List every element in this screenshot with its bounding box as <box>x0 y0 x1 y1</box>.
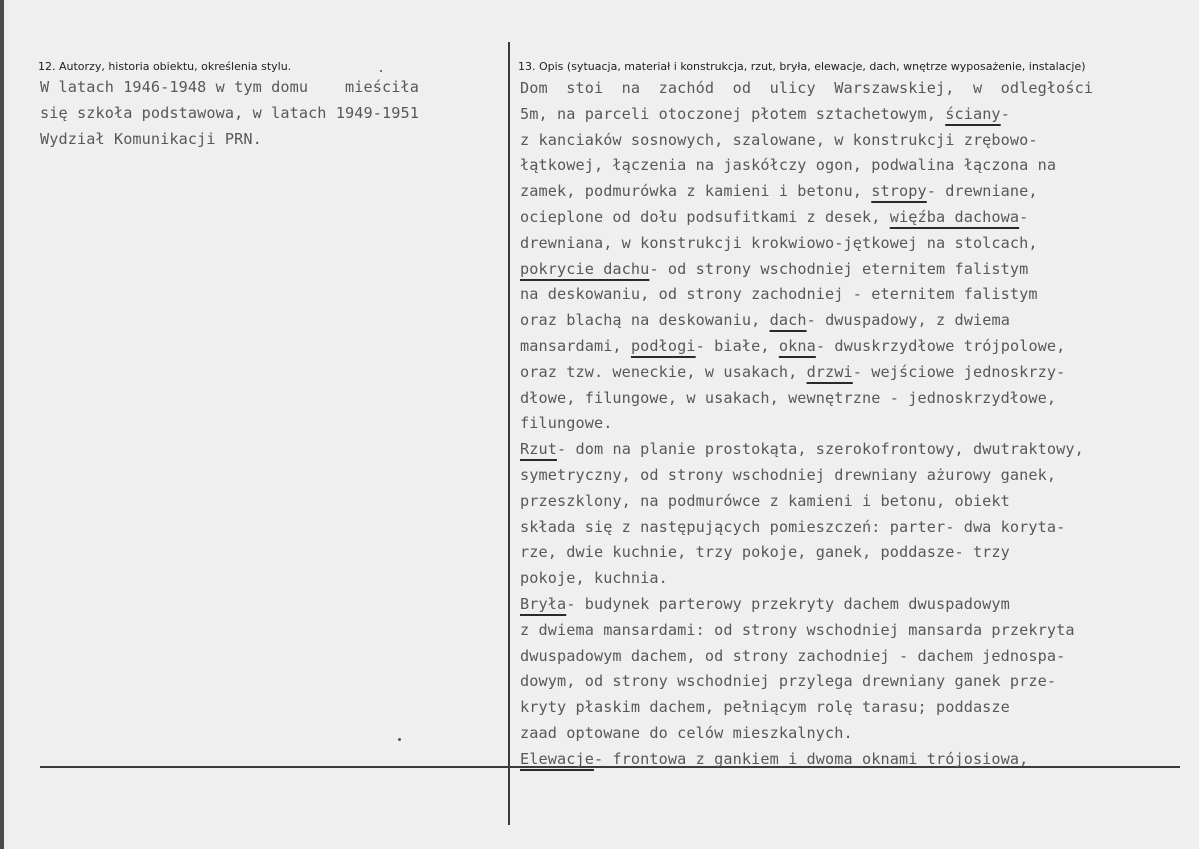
underlined-term: drzwi <box>806 362 853 381</box>
line-segment: kryty płaskim dachem, pełniącym rolę tarasu; poddasze <box>520 698 1010 717</box>
typed-line <box>520 416 612 431</box>
scan-edge <box>0 0 4 849</box>
typed-line <box>520 339 1065 354</box>
line-segment: mansardami, <box>520 337 631 355</box>
line-segment: na deskowaniu, od strony zachodniej - eternitem falistym <box>520 285 1038 304</box>
typed-line: Wydział Komunikacji PRN. <box>40 130 262 148</box>
line-segment: z kanciaków sosnowych, szalowane, w konstrukcji zrębowo- <box>520 130 1038 149</box>
line-segment: ocieplone od dołu podsufitkami z desek, <box>520 208 890 226</box>
line-segment: - budynek parterowy przekryty dachem dwuspadowym <box>566 595 1010 613</box>
line-segment: przeszklony, na podmurówce z kamieni i betonu, obiekt <box>520 491 1010 510</box>
typed-line <box>520 362 1066 381</box>
typed-line <box>520 646 1066 665</box>
section-12-heading: 12. Autorzy, historia obiektu, określenia stylu. <box>38 60 292 73</box>
typed-line <box>520 700 1010 715</box>
typed-line <box>520 468 1056 483</box>
line-segment: - frontowa z gankiem i dwoma oknami trójosiowa, <box>593 749 1029 768</box>
underlined-term: pokrycie dachu <box>520 259 650 278</box>
line-segment: dowym, od strony wschodniej przylega drewniany ganek prze- <box>520 672 1057 691</box>
line-segment: symetryczny, od strony wschodniej drewniany ażurowy ganek, <box>520 466 1057 484</box>
line-segment: - <box>1000 104 1010 123</box>
typed-line <box>520 517 1066 536</box>
scan-speck <box>380 70 382 72</box>
typed-line <box>520 388 1057 407</box>
typed-line <box>520 259 1029 278</box>
typed-line <box>520 81 1093 96</box>
typed-line <box>520 749 1029 768</box>
typed-line <box>520 491 1010 510</box>
section-13-heading: 13. Opis (sytuacja, materiał i konstrukcja, rzut, bryła, elewacje, dach, wnętrze wyposażenie, instalacje) <box>518 60 1086 73</box>
typed-line <box>520 571 668 586</box>
line-segment: pokoje, kuchnia. <box>520 569 668 588</box>
scan-speck <box>398 738 401 741</box>
line-segment: oraz tzw. weneckie, w usakach, <box>520 362 807 381</box>
typed-line <box>520 130 1038 149</box>
underlined-term: dach <box>769 311 807 330</box>
typed-line <box>520 674 1056 689</box>
typed-line <box>520 313 1010 328</box>
line-segment: - dom na planie prostokąta, szerokofrontowy, dwutraktowy, <box>556 440 1084 459</box>
line-segment: zamek, podmurówka z kamieni i betonu, <box>520 182 872 201</box>
line-segment: - <box>1019 208 1029 226</box>
line-segment: rze, dwie kuchnie, trzy pokoje, ganek, poddasze- trzy <box>520 543 1010 562</box>
line-segment: 5m, na parceli otoczonej płotem sztachetowym, <box>520 104 946 123</box>
line-segment: - dwuskrzydłowe trójpolowe, <box>815 337 1066 355</box>
line-segment: - białe, <box>695 337 779 355</box>
column-divider <box>508 42 510 825</box>
underlined-term: okna <box>778 337 816 355</box>
underlined-term: Elewacje <box>520 749 594 768</box>
typed-line <box>520 545 1010 560</box>
line-segment: - od strony wschodniej eternitem falistym <box>649 259 1029 278</box>
line-segment: drewniana, w konstrukcji krokwiowo-jętkowej na stolcach, <box>520 233 1038 252</box>
line-segment: oraz blachą na deskowaniu, <box>520 311 770 330</box>
typed-line <box>520 287 1038 302</box>
typed-line: W latach 1946-1948 w tym domu mieściła <box>40 78 419 96</box>
line-segment: filungowe. <box>520 414 613 433</box>
typed-line <box>520 597 1010 612</box>
typed-line: się szkoła podstawowa, w latach 1949-1951 <box>40 104 419 122</box>
underlined-term: podłogi <box>630 337 696 355</box>
underlined-term: stropy <box>871 182 927 201</box>
line-segment: zaad optowane do celów mieszkalnych. <box>520 724 853 742</box>
underlined-term: Rzut <box>520 440 557 459</box>
underlined-term: więźba dachowa <box>889 208 1020 226</box>
typed-line <box>520 210 1028 225</box>
line-segment: składa się z następujących pomieszczeń: parter- dwa koryta- <box>520 517 1066 536</box>
line-segment: z dwiema mansardami: od strony wschodniej mansarda przekryta <box>520 620 1075 639</box>
underlined-term: Bryła <box>520 595 567 613</box>
line-segment: dwuspadowym dachem, od strony zachodniej - dachem jednospa- <box>520 646 1066 665</box>
typed-line <box>520 233 1038 252</box>
line-segment: - drewniane, <box>926 182 1038 201</box>
typed-line <box>520 184 1038 199</box>
typed-line <box>520 158 1056 173</box>
typed-line <box>520 726 853 741</box>
line-segment: łątkowej, łączenia na jaskółczy ogon, podwalina łączona na <box>520 156 1057 175</box>
typed-line <box>520 104 1010 123</box>
line-segment: Dom stoi na zachód od ulicy Warszawskiej, w odległości <box>520 79 1094 97</box>
line-segment: dłowe, filungowe, w usakach, wewnętrzne - jednoskrzydłowe, <box>520 388 1057 407</box>
typed-line <box>520 620 1075 639</box>
typed-line <box>520 442 1084 457</box>
underlined-term: ściany <box>945 104 1001 123</box>
line-segment: - wejściowe jednoskrzy- <box>852 362 1066 381</box>
line-segment: - dwuspadowy, z dwiema <box>806 311 1010 330</box>
